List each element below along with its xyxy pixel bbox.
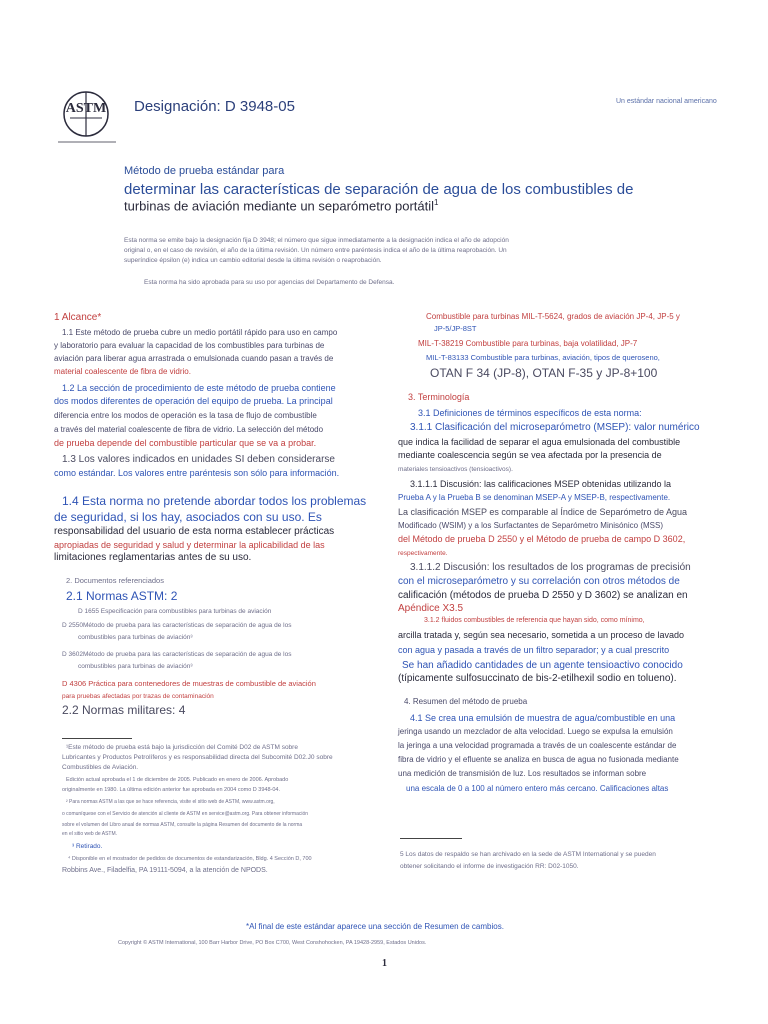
terminology-heading: 3. Terminología: [408, 392, 470, 402]
term-3-1-1-2: calificación (métodos de prueba D 2550 y D 3602) se analizan en: [398, 590, 688, 601]
designation: Designación: D 3948-05: [134, 98, 295, 115]
term-3-1-1-1: del Método de prueba D 2550 y el Método de prueba de campo D 3602,: [398, 534, 686, 544]
term-3-1-2: Se han añadido cantidades de un agente tensioactivo conocido: [402, 660, 683, 671]
term-3-1-1: 3.1.1 Clasificación del microseparómetro (MSEP): valor numérico: [410, 422, 700, 433]
footnote: o comuníquese con el Servicio de atención al cliente de ASTM en service@astm.org. Para obtener información: [62, 811, 309, 817]
reference-item: D 4306 Práctica para contenedores de muestras de combustible de aviación: [62, 679, 316, 688]
term-3-1-2: (típicamente sulfosuccinato de bis-2-etilhexil sodio en tolueno).: [398, 673, 677, 684]
term-3-1-1-2: 3.1.1.2 Discusión: los resultados de los programas de precisión: [410, 562, 691, 573]
footnote: en el sitio web de ASTM.: [62, 831, 118, 837]
para-1-4: apropiadas de seguridad y salud y determinar la aplicabilidad de las: [54, 540, 325, 550]
para-1-2: a través del material coalescente de fibra de vidrio. La selección del método: [54, 425, 324, 434]
title-line-2: turbinas de aviación mediante un separómetro portátil$^1$: [124, 198, 439, 214]
summary-heading: 4. Resumen del método de prueba: [404, 697, 528, 706]
footnote-separator: [62, 738, 132, 739]
military-ref: MIL-T-83133 Combustible para turbinas, aviación, tipos de queroseno,: [426, 353, 660, 362]
reference-item: D 3602Método de prueba para las características de separación de agua de los: [62, 651, 292, 658]
footnote: originalmente en 1980. La última edición anterior fue aprobada en 2004 como D 3948-04.: [62, 787, 281, 793]
term-3-1-1-2: Apéndice X3.5: [398, 603, 464, 614]
para-1-3: como estándar. Los valores entre paréntesis son sólo para información.: [54, 468, 340, 478]
term-3-1-2: arcilla tratada y, según sea necesario, sometida a un proceso de lavado: [398, 630, 685, 640]
term-3-1-1: que indica la facilidad de separar el agua emulsionada del combustible: [398, 437, 681, 447]
military-ref: JP-5/JP-8ST: [434, 324, 477, 333]
para-1-1: y laboratorio para evaluar la capacidad de los combustibles para turbinas de: [54, 341, 325, 350]
para-1-1: aviación para liberar agua arrastrada o emulsionada cuando pasan a través de: [54, 354, 334, 363]
preamble-line: superíndice épsilon (e) indica un cambio editorial desde la última revisión o reaprobación.: [124, 257, 382, 264]
page-number: 1: [382, 958, 387, 969]
refdocs-heading: 2. Documentos referenciados: [66, 576, 164, 585]
para-1-3: 1.3 Los valores indicados en unidades SI deben considerarse: [62, 454, 335, 465]
footnote: ¹Este método de prueba está bajo la jurisdicción del Comité D02 de ASTM sobre: [66, 744, 298, 751]
summary-of-changes-note: *Al final de este estándar aparece una sección de Resumen de cambios.: [246, 922, 504, 931]
footnote-5: 5 Los datos de respaldo se han archivado en la sede de ASTM International y se pueden: [400, 851, 656, 858]
astm-logo: [56, 88, 120, 146]
term-3-1-2: con agua y pasada a través de un filtro separador; y a cual prescrito: [398, 645, 670, 655]
para-1-1: material coalescente de fibra de vidrio.: [54, 367, 191, 376]
footnote: Edición actual aprobada el 1 de diciembre de 2005. Publicado en enero de 2006. Aprobado: [66, 777, 289, 783]
para-1-2: de prueba depende del combustible particular que se va a probar.: [54, 438, 317, 448]
military-ref: OTAN F 34 (JP-8), OTAN F-35 y JP-8+100: [430, 366, 658, 380]
military-standards-heading: 2.2 Normas militares: 4: [62, 703, 186, 717]
footnote: Lubricantes y Productos Petrolíferos y es responsabilidad directa del Subcomité D02.J0 sobre: [62, 754, 333, 761]
para-4-1: jeringa usando un mezclador de alta velocidad. Luego se expulsa la emulsión: [398, 727, 673, 736]
footnote: ² Para normas ASTM a las que se hace referencia, visite el sitio web de ASTM, www.astm.org,: [66, 799, 275, 805]
svg-text:ASTM: ASTM: [65, 101, 107, 116]
reference-item: D 2550Método de prueba para las características de separación de agua de los: [62, 622, 292, 629]
national-standard-note: Un estándar nacional americano: [616, 98, 717, 105]
footnote: sobre el volumen del Libro anual de normas ASTM, consulte la página Resumen del documento de la norma: [62, 822, 303, 828]
term-3-1-1-2: con el microseparómetro y su correlación con otros métodos de: [398, 576, 680, 587]
term-3-1-1-1: 3.1.1.1 Discusión: las calificaciones MSEP obtenidas utilizando la: [410, 479, 671, 489]
term-3-1-1-1: Modificado (WSIM) y a los Surfactantes de Separómetro Minisónico (MSS): [398, 521, 663, 530]
military-ref: Combustible para turbinas MIL-T-5624, grados de aviación JP-4, JP-5 y: [426, 312, 680, 321]
preamble-line: Esta norma se emite bajo la designación fija D 3948; el número que sigue inmediatamente a la designación indica el año de adopción: [124, 237, 509, 244]
para-1-1: 1.1 Este método de prueba cubre un medio portátil rápido para uso en campo: [62, 328, 338, 337]
term-3-1-1-1: Prueba A y la Prueba B se denominan MSEP-A y MSEP-B, respectivamente.: [398, 493, 671, 502]
reference-item: para pruebas afectadas por trazas de contaminación: [62, 693, 214, 700]
para-4-1: una escala de 0 a 100 al número entero más cercano. Calificaciones altas: [406, 784, 669, 793]
footnote-separator: [400, 838, 462, 839]
footnote-5: obtener solicitando el informe de investigación RR: D02-1050.: [400, 863, 579, 870]
reference-item: combustibles para turbinas de aviación³: [78, 663, 193, 670]
subtitle: Método de prueba estándar para: [124, 165, 285, 177]
para-1-2: diferencia entre los modos de operación es la tasa de flujo de combustible: [54, 411, 317, 420]
para-1-4: responsabilidad del usuario de esta norma establecer prácticas: [54, 526, 335, 537]
term-3-1-1-1: respectivamente.: [398, 550, 448, 557]
footnote: Combustibles de Aviación.: [62, 764, 139, 771]
para-4-1: 4.1 Se crea una emulsión de muestra de agua/combustible en una: [410, 713, 676, 723]
footnote: Robbins Ave., Filadelfia, PA 19111-5094, a la atención de NPODS.: [62, 867, 268, 874]
para-4-1: fibra de vidrio y el efluente se analiza en busca de agua no fusionada mediante: [398, 755, 679, 764]
reference-item: combustibles para turbinas de aviación³: [78, 634, 193, 641]
term-3-1-1: mediante coalescencia según se vea afectada por la presencia de: [398, 450, 662, 460]
para-1-2: dos modos diferentes de operación del equipo de prueba. La principal: [54, 396, 333, 406]
term-3-1-2: 3.1.2 fluidos combustibles de referencia que hayan sido, como mínimo,: [424, 617, 645, 624]
term-3-1: 3.1 Definiciones de términos específicos de esta norma:: [418, 408, 642, 418]
footnote: ³ Retirado.: [72, 843, 103, 850]
term-3-1-1-1: La clasificación MSEP es comparable al Índice de Separómetro de Agua: [398, 507, 688, 517]
military-ref: MIL-T-38219 Combustible para turbinas, baja volatilidad, JP-7: [418, 339, 638, 348]
para-4-1: una medición de transmisión de luz. Los resultados se informan sobre: [398, 769, 647, 778]
para-1-4: limitaciones reglamentarias antes de su uso.: [54, 552, 252, 563]
para-1-4: de seguridad, si los hay, asociados con su uso. Es: [54, 510, 322, 524]
para-1-4: 1.4 Esta norma no pretende abordar todos los problemas: [62, 494, 367, 508]
para-1-2: 1.2 La sección de procedimiento de este método de prueba contiene: [62, 383, 336, 393]
para-4-1: la jeringa a una velocidad programada a través de un coalescente estándar de: [398, 741, 677, 750]
copyright: Copyright © ASTM International, 100 Barr Harbor Drive, PO Box C700, West Conshohocken, PA 19428-2959, Estados Unidos.: [118, 940, 427, 946]
astm-standards-heading: 2.1 Normas ASTM: 2: [66, 589, 178, 603]
term-3-1-1: materiales tensioactivos (tensioactivos).: [398, 466, 513, 473]
footnote: ⁴ Disponible en el mostrador de pedidos de documentos de estandarización, Bldg. 4 Sección D, 700: [68, 856, 312, 862]
scope-heading: 1 Alcance*: [54, 312, 102, 323]
reference-item: D 1655 Especificación para combustibles para turbinas de aviación: [78, 608, 272, 615]
defense-note: Esta norma ha sido aprobada para su uso por agencias del Departamento de Defensa.: [144, 279, 395, 286]
title-line-1: determinar las características de separación de agua de los combustibles de: [124, 181, 634, 198]
preamble-line: original o, en el caso de revisión, el año de la última revisión. Un número entre paréntesis indica el año de la última reaprobación. Un: [124, 247, 507, 254]
